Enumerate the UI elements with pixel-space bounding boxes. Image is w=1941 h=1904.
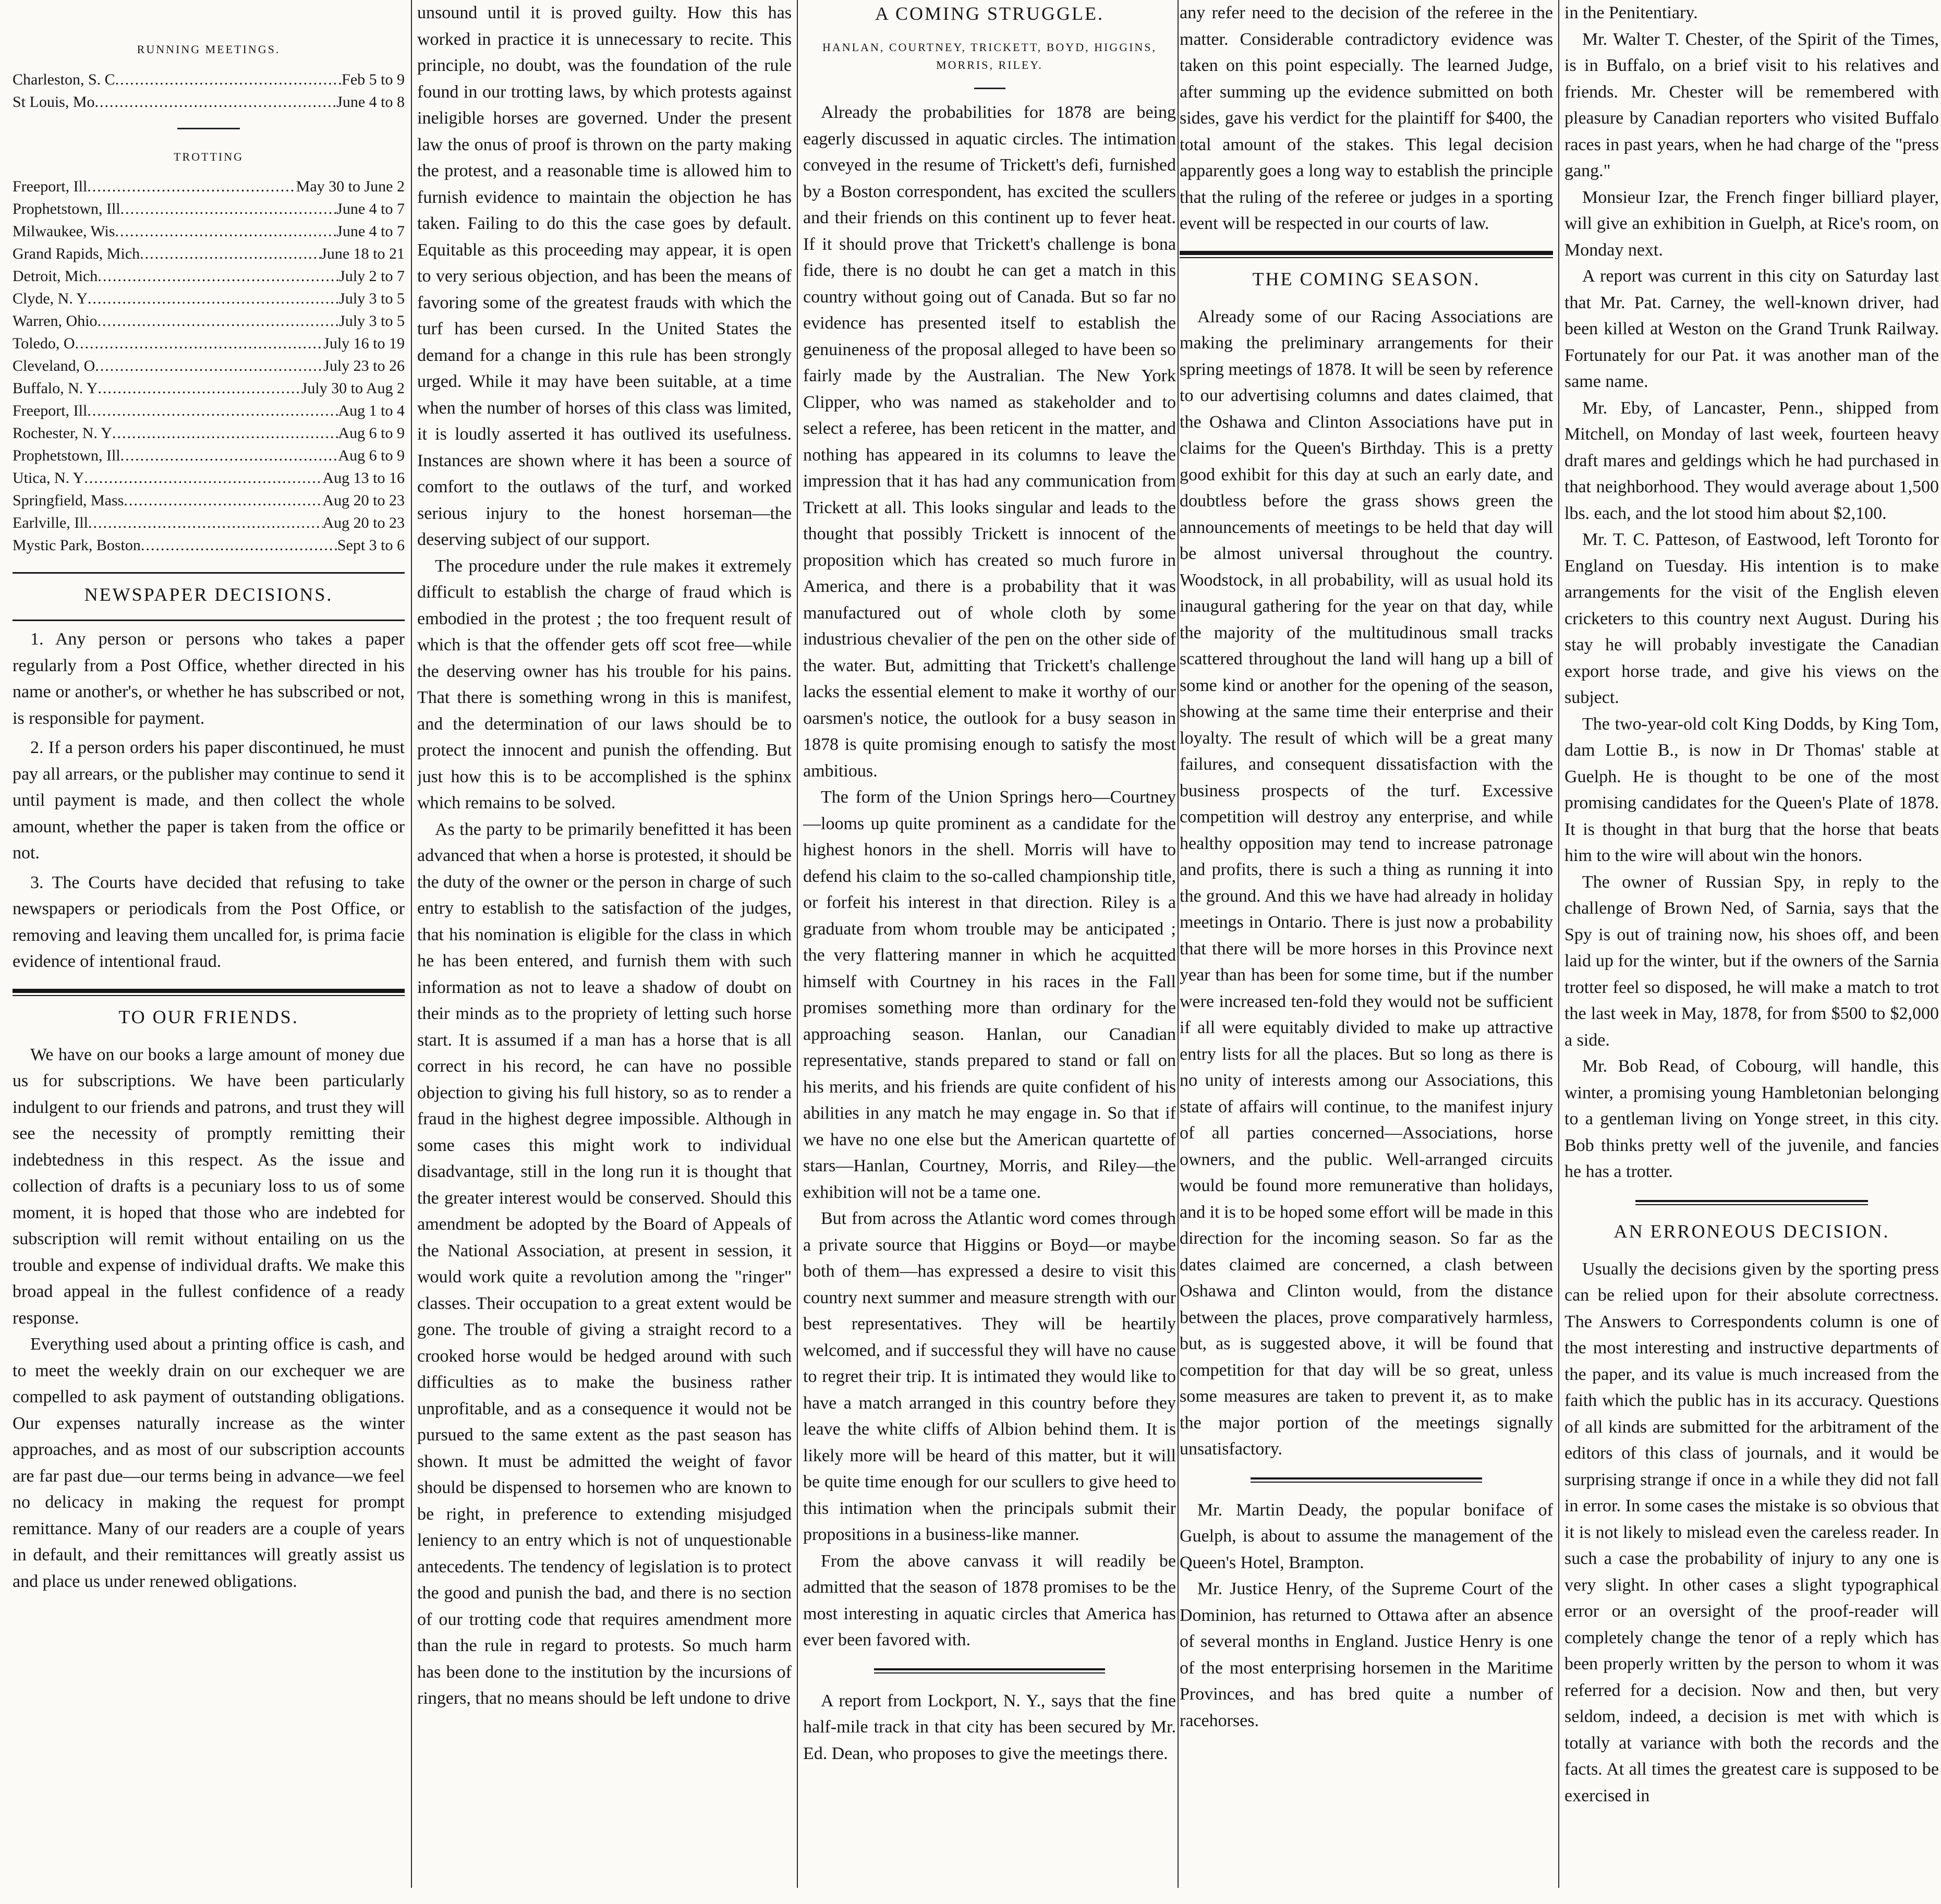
section-divider [13,995,405,996]
decision-item: 2. If a person orders his paper discontinued, he must pay all arrears, or the publisher may continue to send it until payment is made, and then collect the whole amount, whether the paper is taken from the office or not. [13,738,405,863]
schedule-place: Charleston, S. C [13,70,115,88]
column-rule [1558,0,1559,1888]
schedule-row [13,91,405,113]
column-2 [417,0,792,1904]
news-note: Mr. Bob Read, of Cobourg, will handle, this winter, a promising young Hambletonian belonging to a gentleman living on Yonge street, in this city. Bob thinks pretty well of the juvenile, and fancies he has a trotter. [1564,1057,1939,1181]
schedule-row [13,198,405,220]
news-note: Mr. Justice Henry, of the Supreme Court of the Dominion, has returned to Ottawa after an absence of several months in England. Justice Henry is one of the most enterprising horsemen in the Maritime Provinces, and has bred quite a number of racehorses. [1180,1579,1553,1730]
schedule-dates: June 4 to 7 [336,200,405,217]
news-note: Mr. T. C. Patteson, of Eastwood, left Toronto for England on Tuesday. His intention is to make arrangements for the visit of the English eleven cricketers to this country next August. During his stay he will probably investigate the Canadian export horse trade, and give his views on the subject. [1564,530,1939,707]
leader-dots [98,377,301,399]
leader-dots [84,467,322,489]
schedule-place: Rochester, N. Y [13,425,112,442]
schedule-place: Warren, Ohio [13,312,98,330]
column-rule [1178,0,1179,1888]
section-divider [13,620,405,621]
trotting-schedule [13,175,405,556]
schedule-place: Springfield, Mass [13,492,124,509]
schedule-dates: July 23 to 26 [323,357,405,374]
news-note: Mr. Martin Deady, the popular boniface of Guelph, is about to assume the management of the Queen's Hotel, Brampton. [1180,1500,1553,1572]
schedule-dates: June 4 to 8 [336,93,405,111]
paragraph: We have on our books a large amount of money due us for subscriptions. We have been particularly indulgent to our friends and patrons, and trust they will see the necessity of promptly remitting their indebtedness in this respect. As the issue and collection of drafts is a pecuniary loss to us of some moment, it is hoped that those who are indebted for subscription will remit without entailing on us the trouble and expense of individual drafts. We make this broad appeal in the fullest confidence of a ready response. [13,1045,405,1328]
schedule-place: Milwaukee, Wis [13,223,115,240]
schedule-dates: July 30 to Aug 2 [301,380,405,397]
news-note: The two-year-old colt King Dodds, by King Tom, dam Lottie B., is now in Dr Thomas' stable at Guelph. He is thought to be one of the most promising candidates for the Queen's Plate of 1878. It is thought in that burg that the horse that beats him to the wire will about win the honors. [1564,714,1939,865]
coming-struggle-article [803,100,1176,1654]
schedule-row [13,355,405,377]
leader-dots [75,332,324,355]
running-meetings-heading: RUNNING MEETINGS. [137,43,281,56]
personal-notes [1180,1497,1553,1735]
decision-item: 3. The Courts have decided that refusing to take newspapers or periodicals from the Post Office, or removing and leaving them uncalled for, is prima facie evidence of intentional fraud. [13,872,405,971]
erroneous-decision-article [1564,1256,1939,1810]
section-divider [1180,251,1553,255]
schedule-dates: Aug 1 to 4 [338,402,405,419]
schedule-dates: May 30 to June 2 [296,178,405,195]
paragraph: The form of the Union Springs hero—Courtney—looms up quite prominent as a candidate for the highest honors in the shell. Morris will have to defend his claim to the so-called championship title, or forfeit his interest in that direction. Riley is a graduate from whom trouble may be anticipated ; the very flattering manner in which he acquitted himself with Courtney in his races in the Fall promises something more than ordinary for the approaching season. Hanlan, our Canadian representative, stands prepared to stand or fall on his merits, and his friends are quite confident of his abilities in any match he may engage in. So that if we have no one else but the American quartette of stars—Hanlan, Courtney, Morris, and Riley—the exhibition will not be a tame one. [803,787,1176,1202]
schedule-dates: June 4 to 7 [336,223,405,240]
news-note: Mr. Eby, of Lancaster, Penn., shipped from Mitchell, on Monday of last week, fourteen heavy draft mares and geldings which he had purchased in that neighborhood. They would average about 1,500 lbs. each, and the lot stood him about $2,100. [1564,398,1939,523]
section-divider [1180,257,1553,258]
column-1 [13,0,405,1904]
column-5 [1564,0,1939,1904]
schedule-dates: Aug 6 to 9 [338,425,405,442]
paragraph: The procedure under the rule makes it extremely difficult to establish the charge of fraud which is embodied in the protest ; the too frequent result of which is that the offender gets off scot free—while the deserving owner has his trouble for his pains. That there is something wrong in this is manifest, and the determination of our laws should be to protect the innocent and punish the offending. But just how this is to be accomplished is the sphinx which remains to be solved. [417,556,792,812]
paragraph: But from across the Atlantic word comes through a private source that Higgins or Boyd—or maybe both of them—has expressed a desire to visit this country next summer and measure strength with our best representatives. They will be heartily welcomed, and if successful they will have no cause to regret their trip. It is intimated they would like to have a match arranged in this country before they leave the white cliffs of Albion behind them. It is likely more will be heard of this matter, but it will be quite time enough for our scullers to give heed to this intimation when the principals submit their propositions in a business-like manner. [803,1209,1176,1544]
section-divider [177,128,240,129]
schedule-place: Mystic Park, Boston [13,537,141,554]
leader-dots [141,534,337,556]
schedule-dates: Aug 13 to 16 [322,469,405,487]
leader-dots [120,444,338,467]
schedule-dates: Aug 20 to 23 [322,514,405,531]
section-divider [1251,1477,1482,1483]
schedule-row [13,467,405,489]
schedule-place: Prophetstown, Ill [13,447,120,464]
schedule-row [13,534,405,556]
schedule-dates: July 2 to 7 [339,268,405,285]
schedule-place: Toledo, O [13,335,75,352]
continuation-line: in the Penitentiary. [1564,3,1698,22]
schedule-place: Freeport, Ill [13,402,88,419]
news-note: Mr. Walter T. Chester, of the Spirit of the Times, is in Buffalo, on a brief visit to his relatives and friends. Mr. Chester will be remembered with pleasure by Canadian reporters who visited Buffalo races in past years, when he had charge of the "press gang." [1564,29,1939,180]
protest-rule-article [417,0,792,1712]
schedule-dates: June 18 to 21 [321,245,405,262]
leader-dots [124,489,322,512]
erroneous-decision-heading: AN ERRONEOUS DECISION. [1614,1220,1890,1242]
leader-dots [140,242,321,265]
paragraph: Everything used about a printing office is cash, and to meet the weekly drain on our exchequer we are compelled to ask payment of outstanding obligations. Our expenses naturally increase as the winter approaches, and as most of our subscription accounts are far past due—our terms being in advance—we feel no delicacy in making the request for prompt remittance. Many of our readers are a couple of years in default, and their remittances will greatly assist us and place us under renewed obligations. [13,1335,405,1591]
paragraph: As the party to be primarily benefitted it has been advanced that when a horse is protested, it should be the duty of the owner or the person in charge of such entry to establish to the satisfaction of the judges, that his nomination is eligible for the class in which he has been entered, and furnish them with such information as not to leave a shadow of doubt on their minds as to the propriety of letting such horse start. It is assumed if a man has a horse that is all correct in his record, he can have no possible objection to giving his full history, so as to render a fraud in the highest degree impossible. Although in some cases this might work to individual disadvantage, still in the long run it is thought that the greater interest would be conserved. Should this amendment be adopted by the Board of Appeals of the National Association, at present in session, it would work quite a revolution among the "ringer" classes. Their occupation to a great extent would be gone. The trouble of giving a straight record to a crooked horse would be hedged around with such difficulties as to make the business rather unprofitable, and as a consequence it would not be pursued to the same extent as the past season has shown. It must be admitted the weight of favor should be dispensed to horsemen who are known to be right, in preference to extending misjudged leniency to an entry which is not of unquestionable antecedents. The tendency of legislation is to protect the good and punish the bad, and there is no section of our trotting code that requires amendment more than the rule in regard to protests. So much harm has been done to the institution by the incursions of ringers, that no means should be left undone to drive [417,819,792,1708]
schedule-row [13,242,405,265]
schedule-row [13,512,405,534]
schedule-dates: July 3 to 5 [339,290,405,307]
schedule-place: Grand Rapids, Mich [13,245,140,262]
leader-dots [115,220,337,242]
column-4 [1180,0,1553,1904]
coming-struggle-heading: A COMING STRUGGLE. [875,3,1104,24]
schedule-row [13,265,405,287]
schedule-row [13,444,405,467]
schedule-dates: Sept 3 to 6 [337,537,405,554]
schedule-dates: July 16 to 19 [323,335,405,352]
leader-dots [112,422,338,444]
paragraph: unsound until it is proved guilty. How this has worked in practice it is unnecessary to recite. This principle, no doubt, was the foundation of the rule found in our trotting laws, by which protests against ineligible horses are governed. Under the present law the onus of proof is thrown on the party making the protest, and a reasonable time is allowed him to furnish evidence to maintain the objection he has taken. Failing to do this the case goes by default. Equitable as this proceeding may appear, it is open to very serious objection, and has been the means of favoring some of the greatest frauds with which the turf has been cursed. In the United States the demand for a change in this rule has been strongly urged. While it may have been suitable, at a time when the number of horses of this class was limited, it is loudly asserted it has outlived its usefulness. Instances are shown where it has been a source of comfort to the outlaws of the turf, and worked serious injury to the honest horseman—the deserving subject of our support. [417,3,792,549]
schedule-place: Cleveland, O [13,357,95,374]
leader-dots [87,399,338,422]
leader-dots [98,310,339,332]
coming-season-article [1180,304,1553,1463]
news-note: Monsieur Izar, the French finger billiard player, will give an exhibition in Guelph, at Rice's room, on Monday next. [1564,187,1939,260]
leader-dots [88,287,339,310]
news-note: A report was current in this city on Saturday last that Mr. Pat. Carney, the well-known driver, had been killed at Weston on the Grand Trunk Railway. Fortunately for our Pat. it was another man of the same name. [1564,266,1939,391]
paragraph: Already some of our Racing Associations are making the preliminary arrangements for their spring meetings of 1878. It will be seen by reference to our advertising columns and dates claimed, that the Oshawa and Clinton Associations have put in claims for the Queen's Birthday. This is a pretty good exhibit for this day at such an early date, and doubtless before the grass shows green the announcements of meetings to be held that day will be almost universal throughout the country. Woodstock, in all probability, will as usual hold its inaugural gathering for the year on that day, while the majority of the multitudinous small tracks scattered throughout the land will hang up a bill of some kind or another for the opening of the season, showing at the same time their enterprise and their loyalty. The result of which will be a great many failures, and consequent dissatisfaction with the business prospects of the turf. Excessive competition will destroy any enterprise, and while healthy opposition may tend to increase patronage and profits, there is such a thing as running it into the ground. And this we have had already in holiday meetings in Ontario. There is just now a probability that there will be more horses in this Province next year than has been for some time, but if the number were increased ten-fold they would not be sufficient if all were equitably divided to make up attractive entry lists for all the places. But so long as there is no unity of interests among our Associations, this state of affairs will continue, to the manifest injury of all parties concerned—Associations, horse owners, and the public. Well-arranged circuits would be found more remunerative than holidays, and it is to be hoped some effort will be made in this direction for the incoming season. So far as the dates claimed are concerned, a clash between Oshawa and Clinton would, from the distance between the places, prove comparatively harmless, but, as is suggested above, it will be found that competition for that day will be so great, unless some measures are taken to prevent it, as to make the major portion of the meetings signally unsatisfactory. [1180,307,1553,1459]
leader-dots [87,175,296,198]
section-divider [974,88,1005,89]
newspaper-decisions [13,626,405,975]
leader-dots [88,512,323,534]
schedule-row [13,310,405,332]
newspaper-decisions-heading: NEWSPAPER DECISIONS. [84,584,333,605]
schedule-row [13,332,405,355]
schedule-dates: Aug 20 to 23 [322,492,405,509]
sporting-notes [1564,27,1939,1185]
top-spacer [13,0,405,31]
paragraph: Already the probabilities for 1878 are being eagerly discussed in aquatic circles. The intimation conveyed in the resume of Trickett's defi, furnished by a Boston correspondent, has excited the scullers and their friends on this continent up to fever heat. If it should prove that Trickett's challenge is bona fide, there is no doubt he can get a match in this country without going out of Canada. But so far no evidence has presented itself to establish the genuineness of the proposal alleged to have been so fairly made by the Australian. The New York Clipper, who was named as stakeholder and to select a referee, has been reticent in the matter, and nothing has appeared in its columns to leave the impression that it has had any communication from Trickett at all. This looks singular and leads to the thought that possibly Trickett is innocent of the proposition which has created so much furore in America, and there is a probability that it was manufactured out of whole cloth by some industrious chevalier of the pen on the other side of the water. But, admitting that Trickett's challenge lacks the essential element to make it worthy of our oarsmen's notice, the outlook for a busy season in 1878 is quite promising enough to satisfy the most ambitious. [803,103,1176,781]
paragraph: Usually the decisions given by the sporting press can be relied upon for their absolute correctness. The Answers to Correspondents column is one of the most interesting and instructive departments of the paper, and its value is much increased from the faith which the public has in its accuracy. Questions of all kinds are submitted for the arbitrament of the editors of this class of journals, and it would be surprising strange if once in a while they did not fall in error. In some cases the mistake is so obvious that it is not likely to mislead even the careless reader. In such a case the probability of injury to any one is very slight. In other cases a slight typographical error or an oversight of the proof-reader will completely change the tenor of a reply which has been properly written by the person to whom it was referred for a decision. Now and then, but very seldom, indeed, a decision is met with which is totally at variance with both the records and the facts. At all times the greatest care is supposed to be exercised in [1564,1259,1939,1805]
schedule-row [13,422,405,444]
schedule-place: Utica, N. Y [13,469,84,487]
leader-dots [120,198,337,220]
leader-dots [95,355,323,377]
schedule-place: Buffalo, N. Y [13,380,98,397]
column-rule [797,0,798,1888]
schedule-row [13,399,405,422]
running-schedule [13,68,405,113]
news-note: The owner of Russian Spy, in reply to the challenge of Brown Ned, of Sarnia, says that the Spy is out of training now, his shoes off, and been laid up for the winter, but if the owners of the Sarnia trotter feel so disposed, he will make a match to trot the last week in May, 1878, for from $500 to $2,000 a side. [1564,872,1939,1050]
leader-dots [98,265,339,287]
leader-dots [95,91,337,113]
schedule-place: Earlville, Ill [13,514,88,531]
section-divider [1635,1200,1867,1205]
section-divider [874,1668,1105,1673]
column-3 [803,0,1176,1904]
schedule-row [13,220,405,242]
coming-struggle-subheading: HANLAN, COURTNEY, TRICKETT, BOYD, HIGGINS, MORRIS, RILEY. [822,41,1157,71]
schedule-row [13,489,405,512]
schedule-place: Clyde, N. Y [13,290,88,307]
schedule-dates: Feb 5 to 9 [342,70,405,88]
section-divider [13,572,405,574]
schedule-row [13,68,405,91]
court-case-continuation: any refer need to the decision of the referee in the matter. Considerable contradictory evidence was taken on this point especially. The learned Judge, after summing up the evidence submitted on both sides, gave his verdict for the plaintiff for $400, the total amount of the stakes. This legal decision apparently goes a long way to establish the principle that the ruling of the referee or judges in a sporting event will be respected in our courts of law. [1180,3,1553,233]
trotting-heading: TROTTING [174,150,244,163]
schedule-place: St Louis, Mo [13,93,95,111]
schedule-place: Detroit, Mich [13,268,98,285]
decision-item: 1. Any person or persons who takes a paper regularly from a Post Office, whether directed in his name or another's, or whether he has subscribed or not, is responsible for payment. [13,629,405,728]
coming-season-heading: THE COMING SEASON. [1252,268,1481,289]
lockport-item: A report from Lockport, N. Y., says that the fine half-mile track in that city has been secured by Mr. Ed. Dean, who proposes to give the meetings there. [803,1691,1176,1763]
schedule-dates: Aug 6 to 9 [338,447,405,464]
paragraph: From the above canvass it will readily be admitted that the season of 1878 promises to be the most interesting in aquatic circles that America has ever been favored with. [803,1551,1176,1650]
to-our-friends-article [13,1042,405,1595]
schedule-place: Prophetstown, Ill [13,200,120,217]
schedule-row [13,175,405,198]
schedule-row [13,377,405,399]
column-rule [411,0,412,1888]
leader-dots [115,68,342,91]
schedule-dates: July 3 to 5 [339,312,405,330]
section-divider [13,989,405,993]
to-our-friends-heading: TO OUR FRIENDS. [118,1006,299,1027]
schedule-row [13,287,405,310]
schedule-place: Freeport, Ill [13,178,88,195]
